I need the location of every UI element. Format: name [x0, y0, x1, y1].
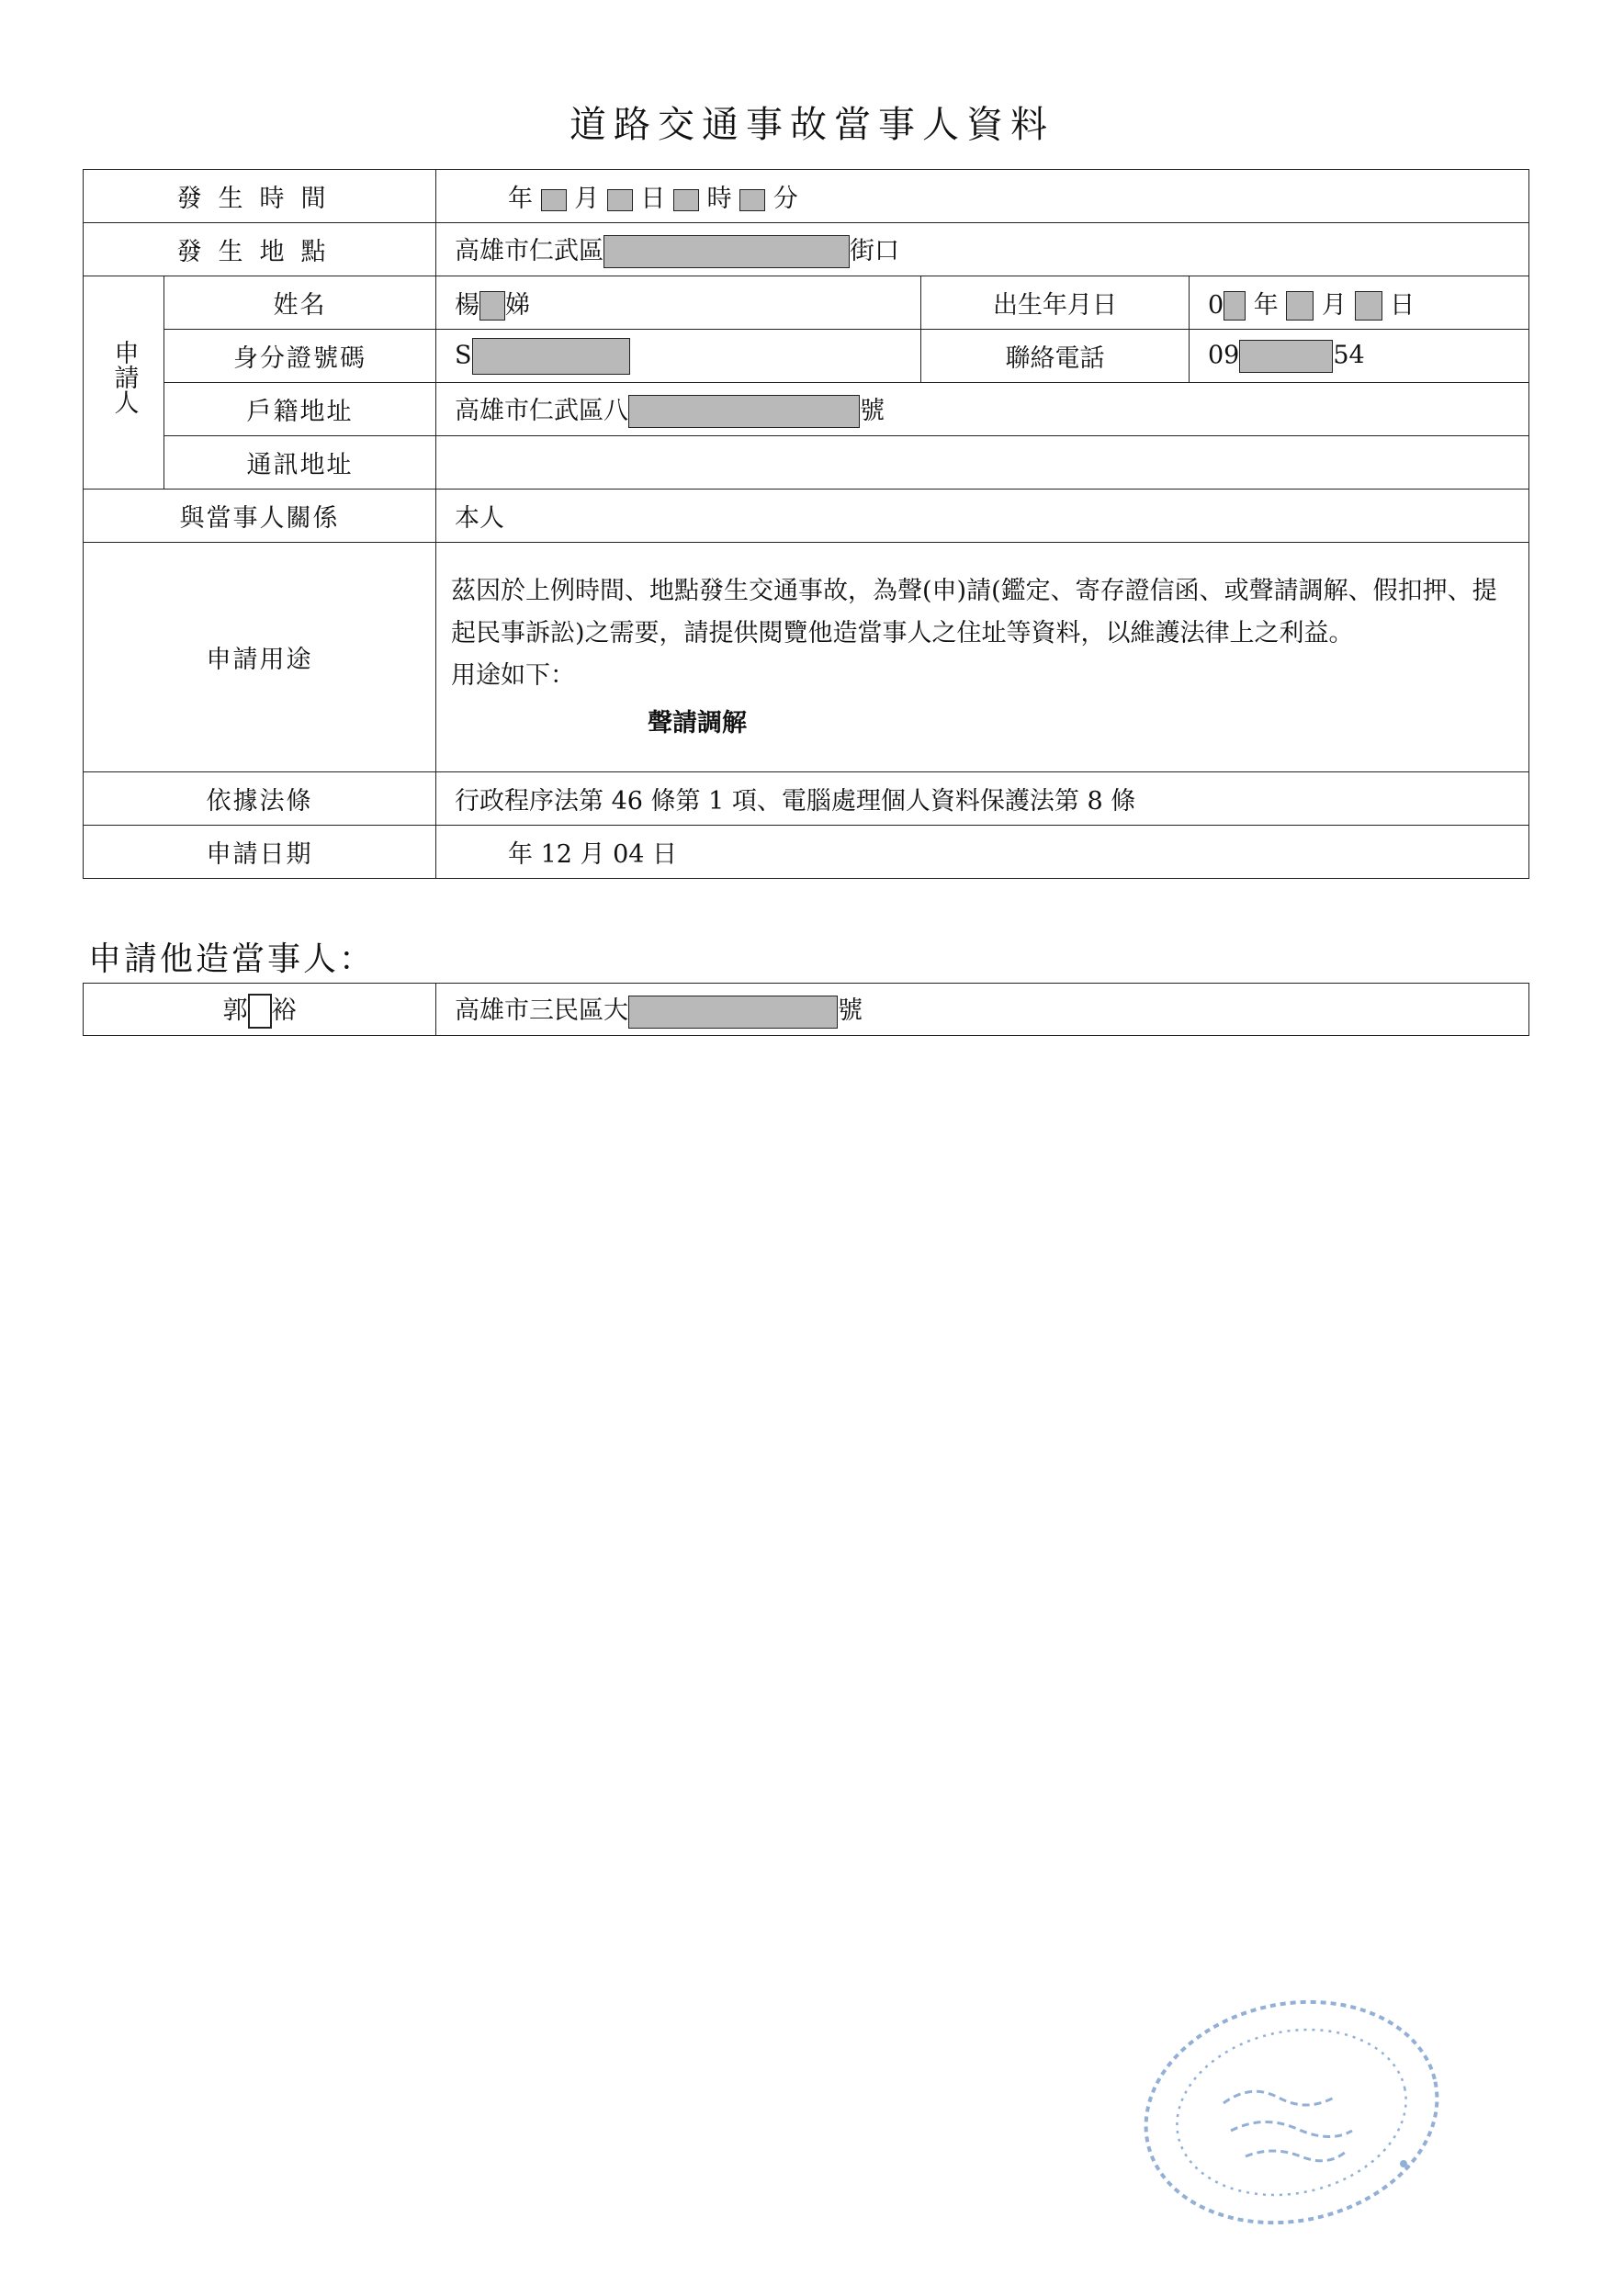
time-value: [436, 170, 1529, 223]
dob-day-unit: 日: [1390, 290, 1415, 320]
place-prefix: 高雄市仁武區: [455, 236, 603, 265]
redaction-box: [607, 189, 633, 211]
dob-year-unit: 年: [1253, 290, 1279, 320]
purpose-text: 茲因於上例時間、地點發生交通事故，為聲(申)請(鑑定、寄存證信函、或聲請調解、假扣押、提起民事訴訟)之需要，請提供閱覽他造當事人之住址等資料，以維護法律上之利益。: [451, 576, 1497, 647]
time-day-unit: 日: [640, 185, 666, 213]
redaction-box: [739, 189, 765, 211]
applicant-label-text: 申請人: [109, 340, 139, 414]
name-value: [436, 276, 921, 330]
household-suffix: 號: [860, 396, 885, 425]
relation-label: 與當事人關係: [84, 490, 436, 543]
redaction-box: [472, 338, 630, 375]
law-row: [84, 772, 1529, 826]
redaction-box: [479, 291, 505, 321]
phone-value: [1190, 330, 1529, 383]
redaction-box: [1286, 291, 1314, 321]
mail-label: 通訊地址: [164, 436, 436, 490]
official-seal-stamp: [1135, 1993, 1448, 2232]
phone-prefix: 09: [1208, 341, 1240, 369]
applicant-id-row: [84, 330, 1529, 383]
applicant-household-row: [84, 383, 1529, 436]
household-value: [436, 383, 1529, 436]
purpose-row: [84, 543, 1529, 772]
time-month-unit: 月: [574, 185, 600, 213]
relation-value: 本人: [436, 490, 1529, 543]
dob-label: 出生年月日: [921, 276, 1190, 330]
dob-value: [1190, 276, 1529, 330]
other-party-table: [83, 983, 1529, 1036]
date-value: [436, 826, 1529, 879]
law-value: 行政程序法第 46 條第 1 項、電腦處理個人資料保護法第 8 條: [436, 772, 1529, 826]
name-last: 娣: [505, 290, 530, 320]
place-value: [436, 223, 1529, 276]
page-title: 道路交通事故當事人資料: [570, 104, 1054, 146]
place-label: 發生地點: [84, 223, 436, 276]
other-address-prefix: 高雄市三民區大: [455, 996, 628, 1026]
redaction-box: [603, 235, 850, 268]
redaction-box: [628, 996, 838, 1029]
time-minute-unit: 分: [773, 185, 798, 213]
other-party-address: [436, 984, 1529, 1036]
purpose-value: [436, 543, 1529, 772]
relation-row: [84, 490, 1529, 543]
mail-value: [436, 436, 1529, 490]
other-name-last: 裕: [271, 996, 297, 1025]
name-first: 楊: [455, 290, 479, 320]
redaction-box: [673, 189, 699, 211]
redaction-box: [248, 994, 272, 1029]
date-label: 申請日期: [84, 826, 436, 879]
id-value: [436, 330, 921, 383]
applicant-form-table: [83, 169, 1529, 879]
applicant-label: [84, 276, 164, 490]
purpose-choice: 聲請調解: [648, 708, 747, 737]
other-party-title: 申請他造當事人：: [88, 940, 376, 978]
name-label: 姓名: [164, 276, 436, 330]
household-label: 戶籍地址: [164, 383, 436, 436]
time-label: 發生時間: [84, 170, 436, 223]
redaction-box: [1224, 291, 1246, 321]
time-year-unit: 年: [508, 185, 533, 213]
date-text: 年 12 月 04 日: [508, 840, 678, 869]
other-name-first: 郭: [222, 996, 248, 1025]
law-label: 依據法條: [84, 772, 436, 826]
place-suffix: 街口: [850, 236, 899, 265]
id-label: 身分證號碼: [164, 330, 436, 383]
redaction-box: [541, 189, 567, 211]
other-address-suffix: 號: [838, 996, 863, 1026]
date-row: [84, 826, 1529, 879]
dob-month-unit: 月: [1321, 290, 1347, 320]
other-party-name: [84, 984, 436, 1036]
accident-place-row: [84, 223, 1529, 276]
phone-suffix: 54: [1333, 341, 1365, 369]
phone-label: 聯絡電話: [921, 330, 1190, 383]
purpose-label: 申請用途: [84, 543, 436, 772]
accident-time-row: [84, 170, 1529, 223]
applicant-name-row: [84, 276, 1529, 330]
time-hour-unit: 時: [706, 185, 732, 213]
other-party-row: [84, 984, 1529, 1036]
redaction-box: [628, 395, 860, 428]
purpose-sub: 用途如下：: [451, 660, 575, 690]
household-prefix: 高雄市仁武區八: [455, 396, 628, 425]
dob-prefix: 0: [1208, 290, 1224, 320]
applicant-mail-row: [84, 436, 1529, 490]
id-prefix: S: [455, 341, 472, 369]
redaction-box: [1355, 291, 1382, 321]
redaction-box: [1239, 340, 1333, 373]
